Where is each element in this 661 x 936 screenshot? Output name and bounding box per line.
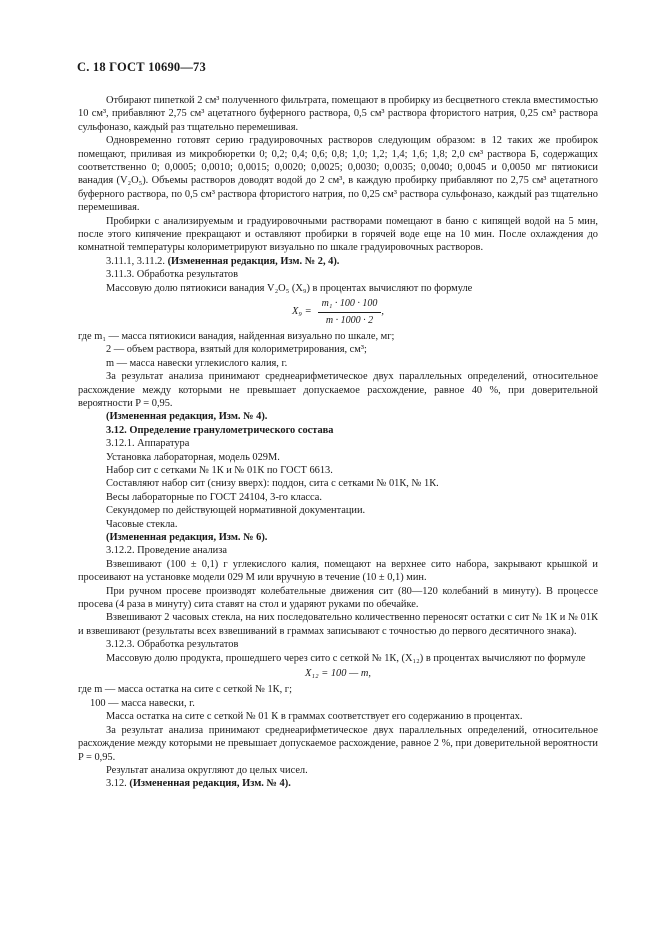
variable-definition: 2 — объем раствора, взятый для колориметрирования, см³; [106, 344, 367, 356]
amendment-note [78, 777, 598, 790]
subsection-heading: 3.12.2. Проведение анализа [106, 545, 227, 557]
list-item: Секундомер по действующей нормативной документации. [106, 505, 366, 517]
paragraph: Отбирают пипеткой 2 см³ полученного фильтрата, помещают в пробирку из бесцветного стекла вместимостью 10 см³, прибавляют 2,75 см³ ацетатного буферного раствора, 0,5 см³ раствора фтористого натрия, 0,25 см³ раствора сульфоназо, каждый раз тщательно перемешивая. [78, 95, 598, 133]
document-body [78, 94, 598, 791]
formula-x9 [78, 297, 598, 327]
amendment-note: (Измененная редакция, Изм. № 4). [106, 411, 268, 423]
variable-definition: где m₁ — масса пятиокиси ванадия, найденная визуально по шкале, мг; [78, 330, 395, 342]
clause-number: 3.12. [106, 778, 127, 790]
subsection-heading: 3.12.3. Обработка результатов [106, 639, 239, 651]
paragraph: Пробирки с анализируемым и градуировочными растворами помещают в баню с кипящей водой на 5 мин, после этого кипячение прекращают и оставляют пробирки в горячей воде еще на 10 мин. После охлаждения до комнатной температуры колориметрируют визуально по шкале градуировочных растворов. [78, 215, 598, 254]
page-header: С. 18 ГОСТ 10690—73 [77, 60, 206, 74]
amendment-note: (Измененная редакция, Изм. № 6). [106, 532, 268, 543]
paragraph: Массовую долю пятиокиси ванадия V₂O₅ (X₉) в процентах вычисляют по формуле [106, 282, 473, 294]
formula-denominator: m · 1000 · 2 [325, 314, 374, 326]
formula-numerator: m₁ · 100 · 100 [318, 297, 382, 312]
formula-text: X₁₂ = 100 — m, [305, 668, 371, 680]
formula-fraction [318, 297, 382, 327]
paragraph: Массовую долю продукта, прошедшего через сито с сеткой № 1К, (X₁₂) в процентах вычисляют по формуле [106, 652, 586, 664]
paragraph: Масса остатка на сите с сеткой № 01 К в граммах соответствует его содержанию в процентах. [106, 711, 523, 723]
paragraph: При ручном просеве производят колебательные движения сит (80—120 колебаний в минуту). В процессе просева (4 раза в минуту) сита ставят на стол и ударяют руками по обечайке. [78, 585, 598, 611]
amendment-note [78, 255, 598, 268]
amendment-text: (Измененная редакция, Изм. № 4). [129, 778, 291, 790]
variable-definition: где m — масса остатка на сите с сеткой № 1К, г; [78, 684, 292, 696]
formula-x12 [78, 667, 598, 680]
paragraph: За результат анализа принимают среднеарифметическое двух параллельных определений, относительное расхождение между которыми не превышает допускаемое расхождение, равное 2 %, при доверительной вероятности P = 0,95. [78, 724, 598, 763]
paragraph: Одновременно готовят серию градуировочных растворов следующим образом: в 12 таких же пробирок помещают, приливая из микробюретки 0; 0,2; 0,4; 0,6; 0,8; 1,0; 1,2; 1,4; 1,6; 1,8; 2,0 см³ раствора Б, содержащих соответственно 0; 0,0005; 0,0010; 0,0015; 0,0020; 0,0025; 0,0030; 0,0035; 0,0040; 0,0045 и 0,0050 мг пятиокиси ванадия (V₂O₅). Объемы растворов доводят водой до 2 см³, в каждую пробирку прибавляют по 2,75 см³ ацетатного буферного раствора, по 0,5 см³ раствора фтористого натрия, по 0,25 см³ раствора сульфоназо, каждый раз тщательно перемешивая. [78, 135, 598, 214]
section-heading: 3.12. Определение гранулометрического состава [106, 424, 334, 436]
list-item: Часовые стекла. [106, 518, 178, 530]
formula-left: X₉ = [292, 306, 312, 318]
section-heading: 3.11.3. Обработка результатов [106, 269, 238, 281]
list-item: Набор сит с сетками № 1К и № 01К по ГОСТ 6613. [106, 464, 333, 476]
list-item: Составляют набор сит (снизу вверх): поддон, сита с сетками № 01К, № 1К. [106, 478, 439, 490]
variable-definition: 100 — масса навески, г. [90, 697, 195, 709]
amendment-text: (Измененная редакция, Изм. № 2, 4). [167, 255, 340, 267]
list-item: Весы лабораторные по ГОСТ 24104, 3-го класса. [106, 491, 322, 503]
list-item: Установка лабораторная, модель 029М. [106, 451, 280, 463]
formula-end: , [381, 306, 384, 318]
paragraph: Результат анализа округляют до целых чисел. [106, 764, 308, 776]
paragraph: Взвешивают 2 часовых стекла, на них последовательно количественно переносят остатки с сит № 1К и № 01К и взвешивают (результаты всех взвешиваний в граммах записывают с точностью до первого десятичного знака). [78, 612, 598, 637]
paragraph: За результат анализа принимают среднеарифметическое двух параллельных определений, относительное расхождение между которыми не превышает допускаемое расхождение, равное 40 %, при доверительной вероятности P = 0,95. [78, 371, 598, 409]
subsection-heading: 3.12.1. Аппаратура [106, 438, 190, 450]
variable-definition: m — масса навески углекислого калия, г. [106, 357, 288, 369]
clause-number: 3.11.1, 3.11.2. [106, 255, 165, 267]
paragraph: Взвешивают (100 ± 0,1) г углекислого калия, помещают на верхнее сито набора, закрывают крышкой и просеивают на установке модели 029 М или вручную в течение (10 ± 0,1) мин. [78, 558, 598, 584]
